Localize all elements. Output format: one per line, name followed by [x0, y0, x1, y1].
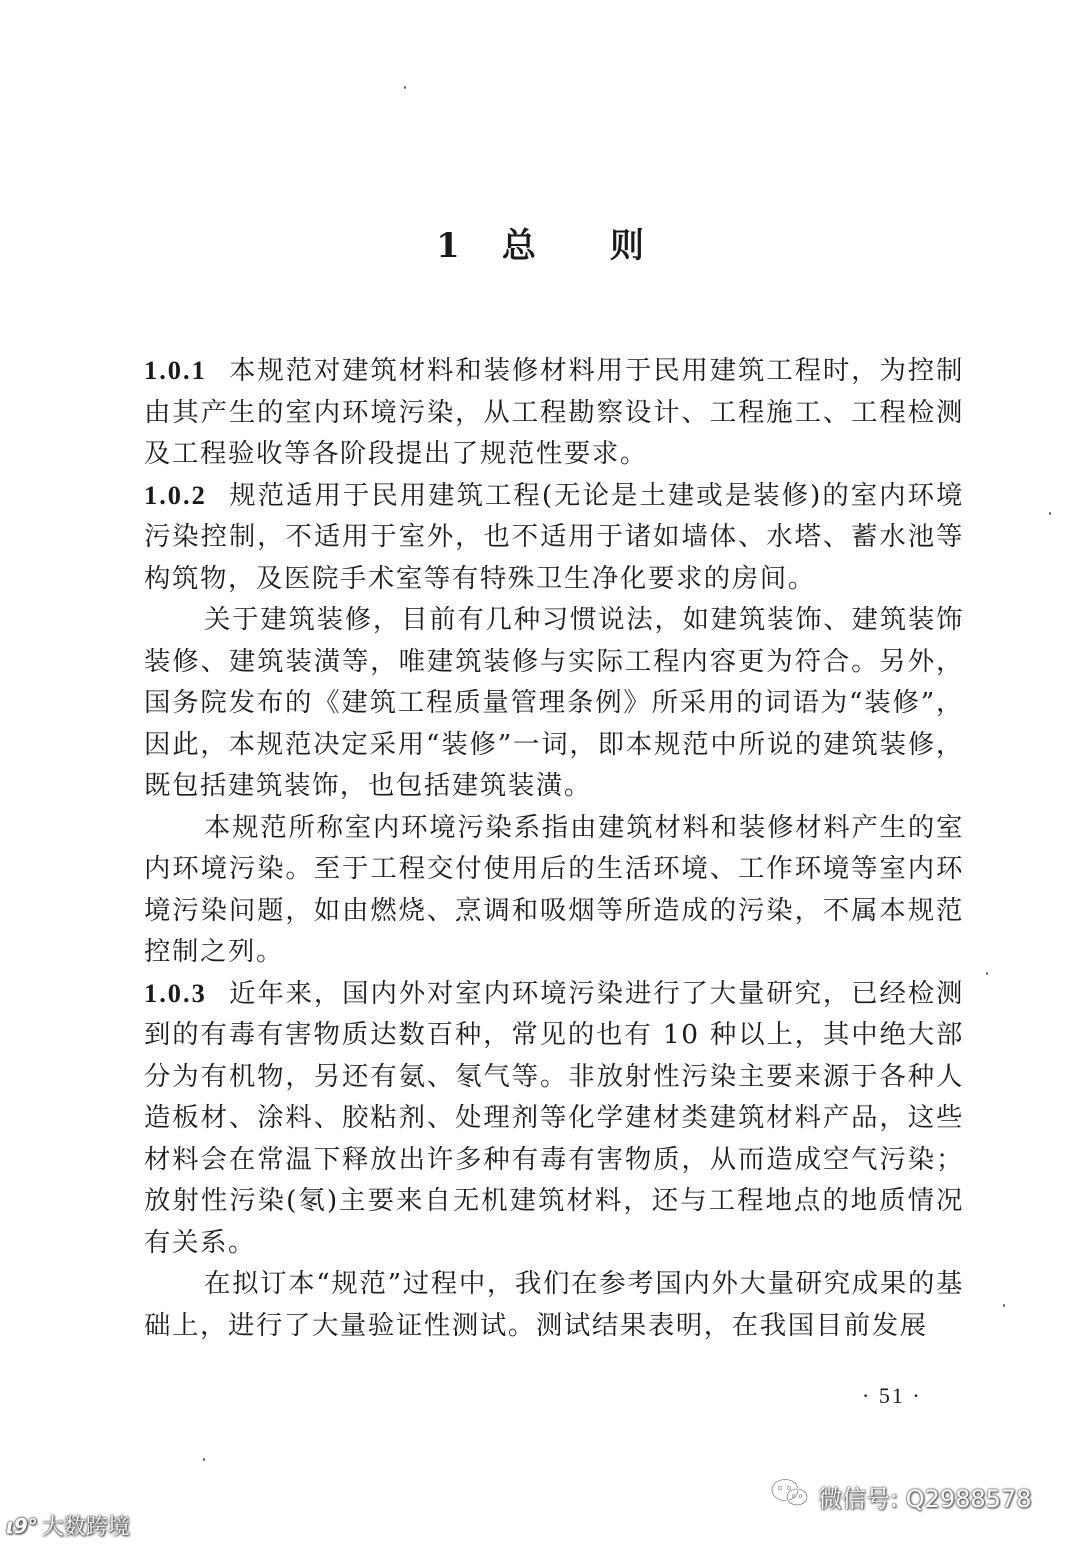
clause-paragraph [144, 973, 964, 1264]
wechat-icon [770, 1477, 810, 1515]
explanation-paragraph [144, 1263, 964, 1346]
chapter-title-word-1: 总 [501, 226, 536, 266]
clause-number: 1.0.1 [144, 355, 207, 385]
scan-speck [986, 972, 988, 975]
watermark-left [6, 1510, 130, 1541]
clause-text: 近年来，国内外对室内环境污染进行了大量研究，已经检测到的有毒有害物质达数百种，常见的也有 10 种以上，其中绝大部分为有机物，另还有氨、氡气等。非放射性污染主要来源于各种人造板材、涂料、胶粘剂、处理剂等化学建材类建筑材料产品，这些材料会在常温下释放出许多种有毒有害物质，从而造成空气污染；放射性污染(氡)主要来自无机建筑材料，还与工程地点的地质情况有关系。 [144, 977, 964, 1258]
watermark-right-text: 微信号: Q2988578 [818, 1484, 1032, 1513]
body-text [144, 350, 964, 1346]
clause-paragraph [144, 350, 964, 475]
clause-number: 1.0.3 [144, 977, 207, 1008]
watermark-left-text: 大数跨境 [41, 1515, 130, 1540]
chapter-title-word-2: 则 [609, 226, 644, 266]
scan-speck [1003, 1304, 1005, 1307]
watermark-right [770, 1477, 1032, 1515]
chapter-number: 1 [436, 226, 460, 266]
chapter-title [0, 218, 1080, 267]
paragraph-text: 在拟订本“规范”过程中，我们在参考国内外大量研究成果的基础上，进行了大量验证性测试。测试结果表明，在我国目前发展 [144, 1268, 964, 1341]
scan-speck [404, 86, 406, 89]
scan-speck [203, 1458, 205, 1461]
paragraph-text: 本规范所称室内环境污染系指由建筑材料和装修材料产生的室内环境污染。至于工程交付使用后的生活环境、工作环境等室内环境污染问题，如由燃烧、烹调和吸烟等所造成的污染，不属本规范控制之列。 [144, 811, 964, 967]
page-number: · 51 · [862, 1383, 922, 1408]
explanation-paragraph [144, 599, 964, 807]
scan-speck [1049, 512, 1051, 515]
clause-text: 规范适用于民用建筑工程(无论是土建或是装修)的室内环境污染控制，不适用于室外，也不适用于诸如墙体、水塔、蓄水池等构筑物，及医院手术室等有特殊卫生净化要求的房间。 [144, 479, 964, 594]
watermark-logo: ι9° [6, 1513, 38, 1538]
paragraph-text: 关于建筑装修，目前有几种习惯说法，如建筑装饰、建筑装饰装修、建筑装潢等，唯建筑装修与实际工程内容更为符合。另外，国务院发布的《建筑工程质量管理条例》所采用的词语为“装修”，因此，本规范决定采用“装修”一词，即本规范中所说的建筑装修，既包括建筑装饰，也包括建筑装潢。 [144, 604, 964, 801]
clause-number: 1.0.2 [144, 479, 207, 510]
clause-text: 本规范对建筑材料和装修材料用于民用建筑工程时，为控制由其产生的室内环境污染，从工程勘察设计、工程施工、工程检测及工程验收等各阶段提出了规范性要求。 [144, 355, 964, 469]
clause-paragraph [144, 475, 964, 600]
explanation-paragraph [144, 807, 964, 973]
